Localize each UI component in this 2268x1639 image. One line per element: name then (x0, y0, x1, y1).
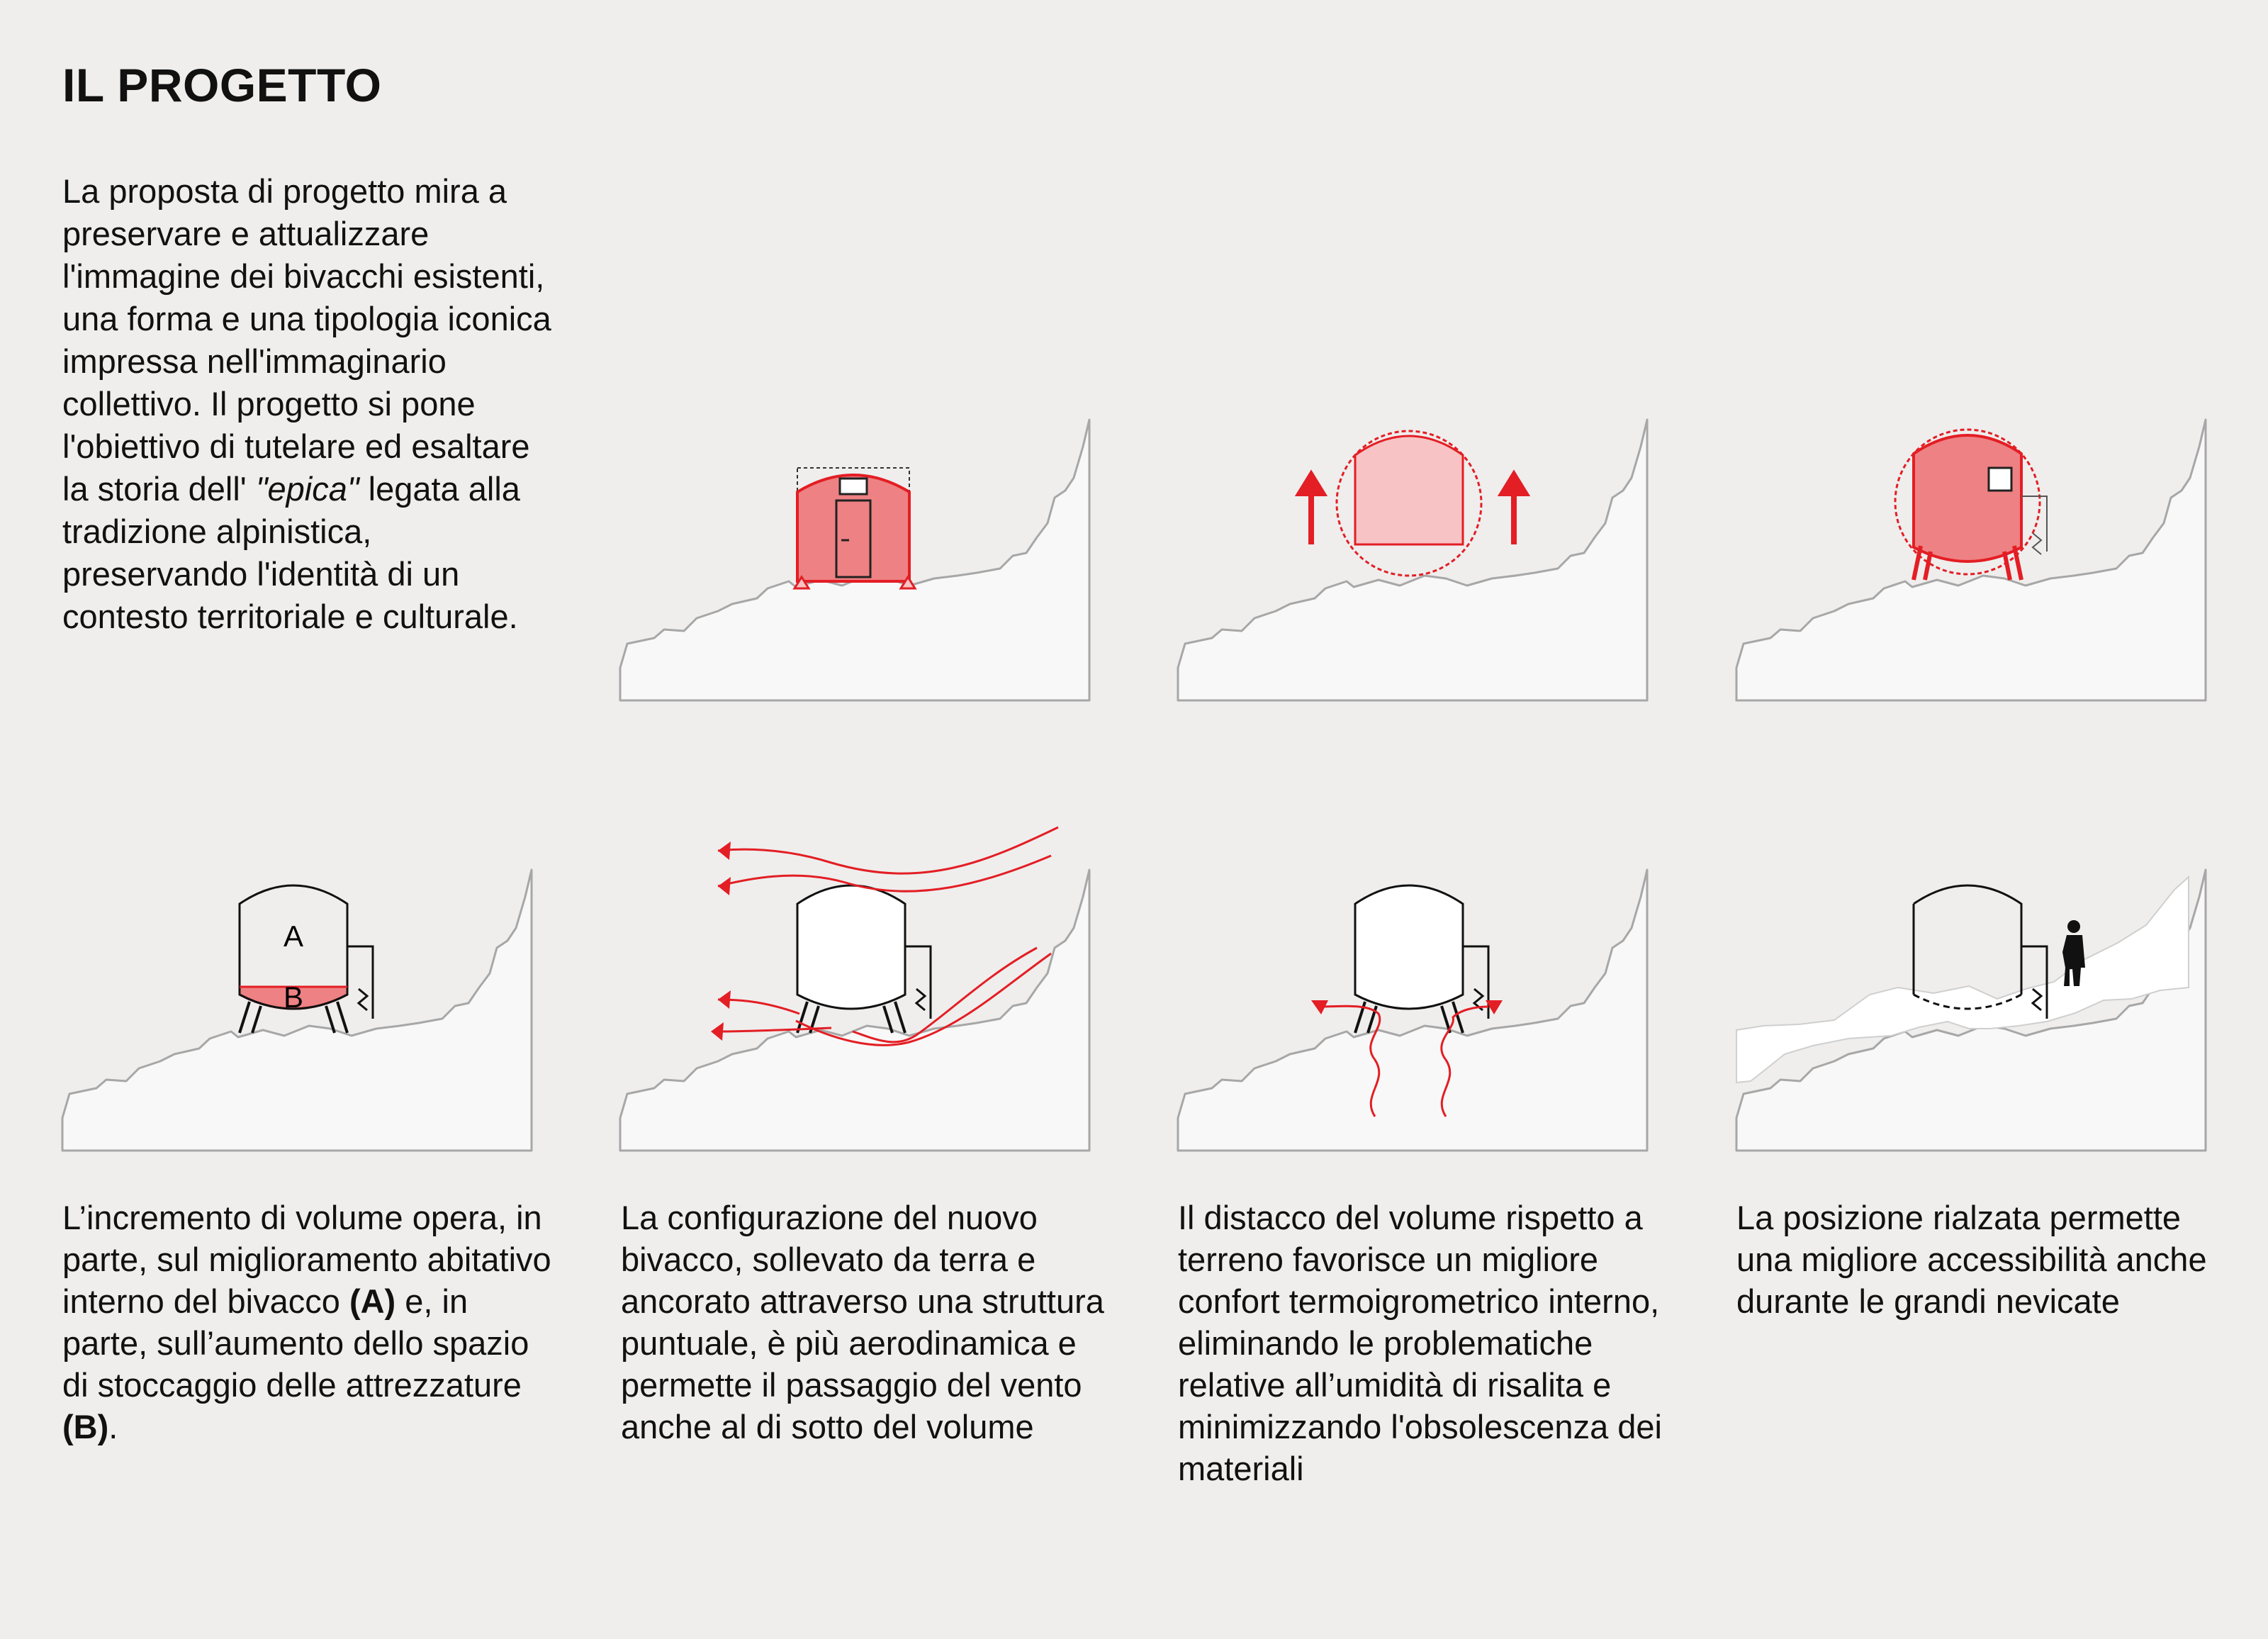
caption-volume-increment (62, 1197, 558, 1448)
diagram-snow-access (1735, 868, 2207, 1152)
existing-bivouac-shape (795, 468, 915, 588)
diagram-volume-lifted (1177, 418, 1649, 702)
access-ladder (905, 946, 931, 1019)
page-title: IL PROGETTO (62, 59, 382, 111)
new-bivouac-volume (1914, 435, 2021, 561)
volume-shell (1355, 885, 1463, 1009)
diagram-moisture (1177, 868, 1649, 1152)
lift-arrow-left-icon (1300, 475, 1323, 544)
volume-a-label: A (283, 919, 304, 953)
access-ladder (2021, 496, 2047, 554)
caption-snow-access: La posizione rialzata permette una migliore accessibilità anche durante le grandi nevicate (1736, 1199, 2207, 1320)
intro-paragraph (62, 170, 558, 638)
diagram-wind-flow (619, 822, 1091, 1152)
window-icon (1989, 468, 2011, 491)
intro-emphasis: "epica" (255, 470, 359, 508)
caption-moisture: Il distacco del volume rispetto a terreno favorisce un migliore confort termoigrometrico interno, eliminando le problematiche relative all’umidità di risalita e minimizzando l'obsolescenza dei materiali (1178, 1199, 1662, 1487)
volume-shell (1914, 885, 2021, 995)
diagram-volume-increment (61, 868, 533, 1152)
lift-arrow-right-icon (1503, 475, 1525, 544)
intro-text-part1: La proposta di progetto mira a preservare e attualizzare l'immagine dei bivacchi esistenti, una forma e una tipologia iconica impressa nell'immaginario collettivo. Il progetto si pone l'obiettivo di tutelare ed esaltare la storia dell' (62, 172, 551, 508)
lifted-volume (1355, 436, 1463, 544)
caption-text: . (108, 1408, 118, 1445)
intro-text-part2: legata alla tradizione alpinistica, preservando l'identità di un contesto territoriale e culturale. (62, 470, 520, 635)
caption-wind-flow: La configurazione del nuovo bivacco, sollevato da terra e ancorato attraverso una struttura puntuale, è più aerodinamica e permette il passaggio del vento anche al di sotto del volume (621, 1199, 1104, 1445)
access-ladder (347, 946, 373, 1019)
caption-bold-a: (A) (349, 1282, 396, 1320)
diagram-existing-bivouac (619, 418, 1091, 702)
volume-shell (797, 885, 905, 1009)
caption-text: L’incremento di volume opera, in parte, sul miglioramento abitativo interno del bivacco (62, 1199, 551, 1320)
caption-bold-b: (B) (62, 1408, 109, 1445)
diagram-new-bivouac (1735, 418, 2207, 702)
caption-text: e, in parte, sull’aumento dello spazio di stoccaggio delle attrezzature (62, 1282, 529, 1404)
volume-b-label: B (283, 980, 304, 1014)
wind-arrow-icon (711, 841, 731, 1041)
